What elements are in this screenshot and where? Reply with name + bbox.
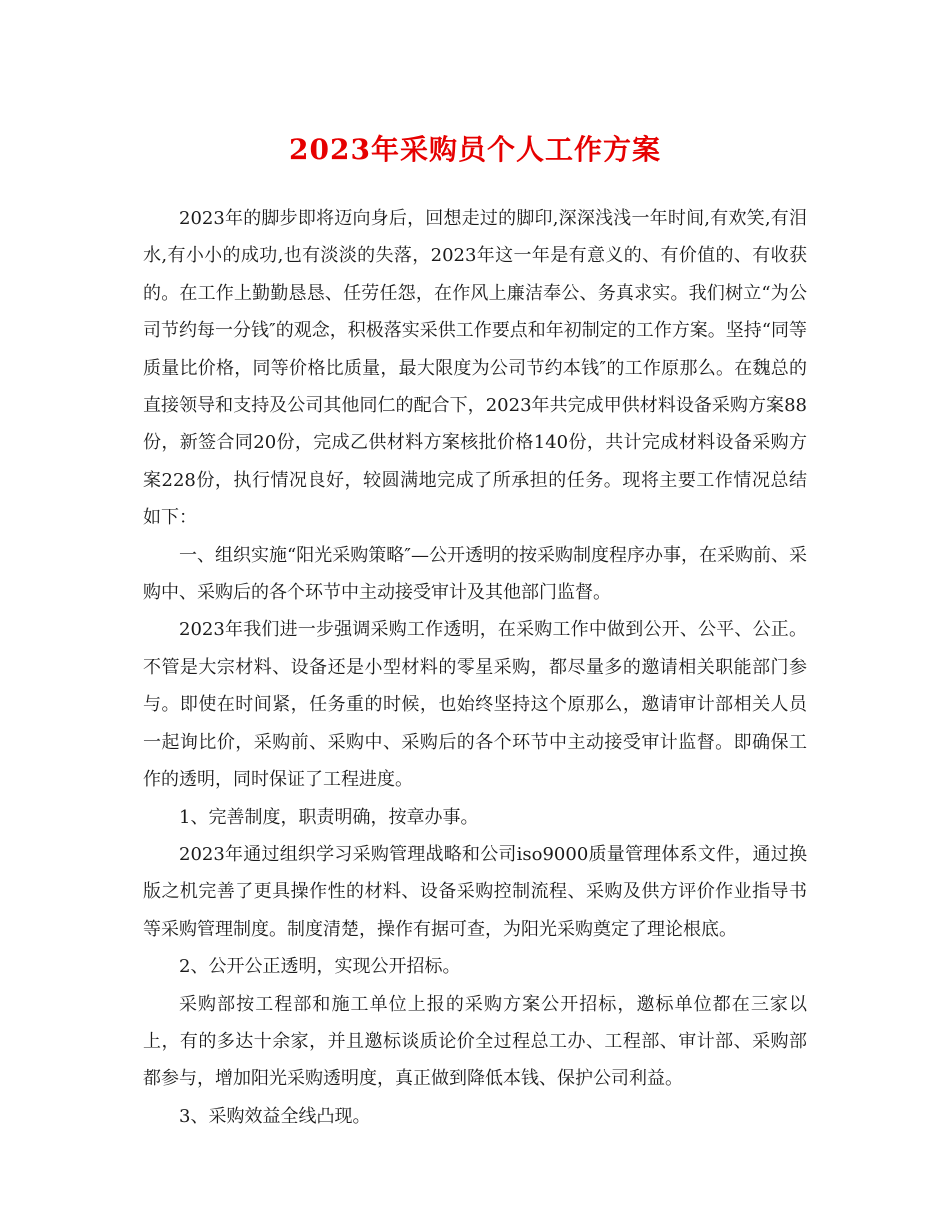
paragraph-transparency: 2023年我们进一步强调采购工作透明，在采购工作中做到公开、公平、公正。不管是大宗材料、设备还是小型材料的零星采购，都尽量多的邀请相关职能部门参与。即使在时间紧，任务重的时候，也始终坚持这个原那么，邀请审计部相关人员一起询比价，采购前、采购中、采购后的各个环节中主动接受审计监督。即确保工作的透明，同时保证了工程进度。 <box>143 619 807 791</box>
paragraph-intro: 2023年的脚步即将迈向身后，回想走过的脚印,深深浅浅一年时间,有欢笑,有泪水,有小小的成功,也有淡淡的失落，2023年这一年是有意义的、有价值的、有收获的。在工作上勤勤恳恳、任劳任怨，在作风上廉洁奉公、务真求实。我们树立“为公司节约每一分钱″的观念，积极落实采供工作要点和年初制定的工作方案。坚持“同等质量比价格，同等价格比质量，最大限度为公司节约本钱″的工作原那么。在魏总的直接领导和支持及公司其他同仁的配合下，2023年共完成甲供材料设备采购方案88份，新签合同20份，完成乙供材料方案核批价格140份，共计完成材料设备采购方案228份，执行情况良好，较圆满地完成了所承担的任务。现将主要工作情况总结如下： <box>143 208 807 529</box>
document-body <box>143 200 807 1135</box>
paragraph-item-2-body: 采购部按工程部和施工单位上报的采购方案公开招标，邀标单位都在三家以上，有的多达十余家，并且邀标谈质论价全过程总工办、工程部、审计部、采购部都参与，增加阳光采购透明度，真正做到降低本钱、保护公司利益。 <box>143 993 807 1090</box>
paragraph-section-one-heading: 一、组织实施“阳光采购策略″—公开透明的按采购制度程序办事，在采购前、采购中、采购后的各个环节中主动接受审计及其他部门监督。 <box>143 544 807 604</box>
document-title: 2023年采购员个人工作方案 <box>289 133 661 166</box>
paragraph-item-3-heading: 3、采购效益全线凸现。 <box>179 1105 371 1127</box>
paragraph-item-1-body: 2023年通过组织学习采购管理战略和公司iso9000质量管理体系文件，通过换版之机完善了更具操作性的材料、设备采购控制流程、采购及供方评价作业指导书等采购管理制度。制度清楚，操作有据可查，为阳光采购奠定了理论根底。 <box>143 843 807 940</box>
paragraph-item-2-heading: 2、公开公正透明，实现公开招标。 <box>179 956 461 978</box>
paragraph-item-1-heading: 1、完善制度，职责明确，按章办事。 <box>179 806 479 828</box>
